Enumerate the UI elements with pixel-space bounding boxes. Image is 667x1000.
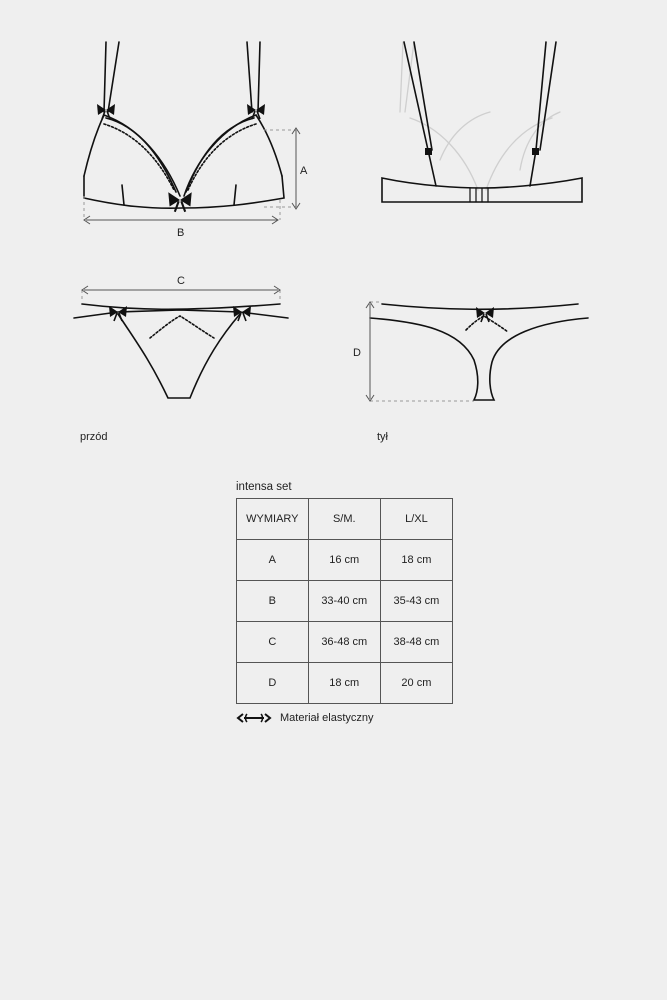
table-cell: 38-48 cm <box>380 622 452 663</box>
table-cell: 18 cm <box>308 663 380 704</box>
table-cell: B <box>237 581 309 622</box>
bow-icon <box>97 104 115 119</box>
table-cell: C <box>237 622 309 663</box>
header-cell: L/XL <box>380 499 452 540</box>
bra-back-drawing <box>382 42 582 202</box>
table-row <box>237 540 453 581</box>
thong-front-drawing <box>74 304 288 398</box>
front-view-label: przód <box>80 431 108 443</box>
table-cell: A <box>237 540 309 581</box>
table-header-row <box>237 499 453 540</box>
table-row <box>237 663 453 704</box>
legend-label: Materiał elastyczny <box>280 712 374 724</box>
table-cell: 36-48 cm <box>308 622 380 663</box>
table-row <box>237 622 453 663</box>
dimension-a-label: A <box>300 165 308 177</box>
header-cell: WYMIARY <box>237 499 309 540</box>
thong-back-drawing <box>370 304 588 400</box>
table-cell: 18 cm <box>380 540 452 581</box>
table-cell: D <box>237 663 309 704</box>
elastic-arrow-icon <box>236 712 272 724</box>
bow-icon <box>247 104 265 119</box>
size-table <box>236 498 453 704</box>
dimension-d <box>353 302 474 401</box>
dimension-d-label: D <box>353 347 361 359</box>
dimension-c <box>82 275 280 302</box>
table-cell: 20 cm <box>380 663 452 704</box>
table-cell: 16 cm <box>308 540 380 581</box>
header-cell: S/M. <box>308 499 380 540</box>
legend <box>236 712 456 724</box>
table-cell: 35-43 cm <box>380 581 452 622</box>
back-view-label: tył <box>377 431 388 443</box>
table-row <box>237 581 453 622</box>
dimension-a <box>264 128 308 209</box>
bra-front-drawing <box>84 42 284 208</box>
dimension-b-label: B <box>177 227 185 239</box>
table-cell: 33-40 cm <box>308 581 380 622</box>
size-chart-title: intensa set <box>236 481 292 493</box>
lingerie-technical-drawing <box>0 0 667 470</box>
dimension-c-label: C <box>177 275 185 287</box>
size-chart <box>236 481 456 724</box>
